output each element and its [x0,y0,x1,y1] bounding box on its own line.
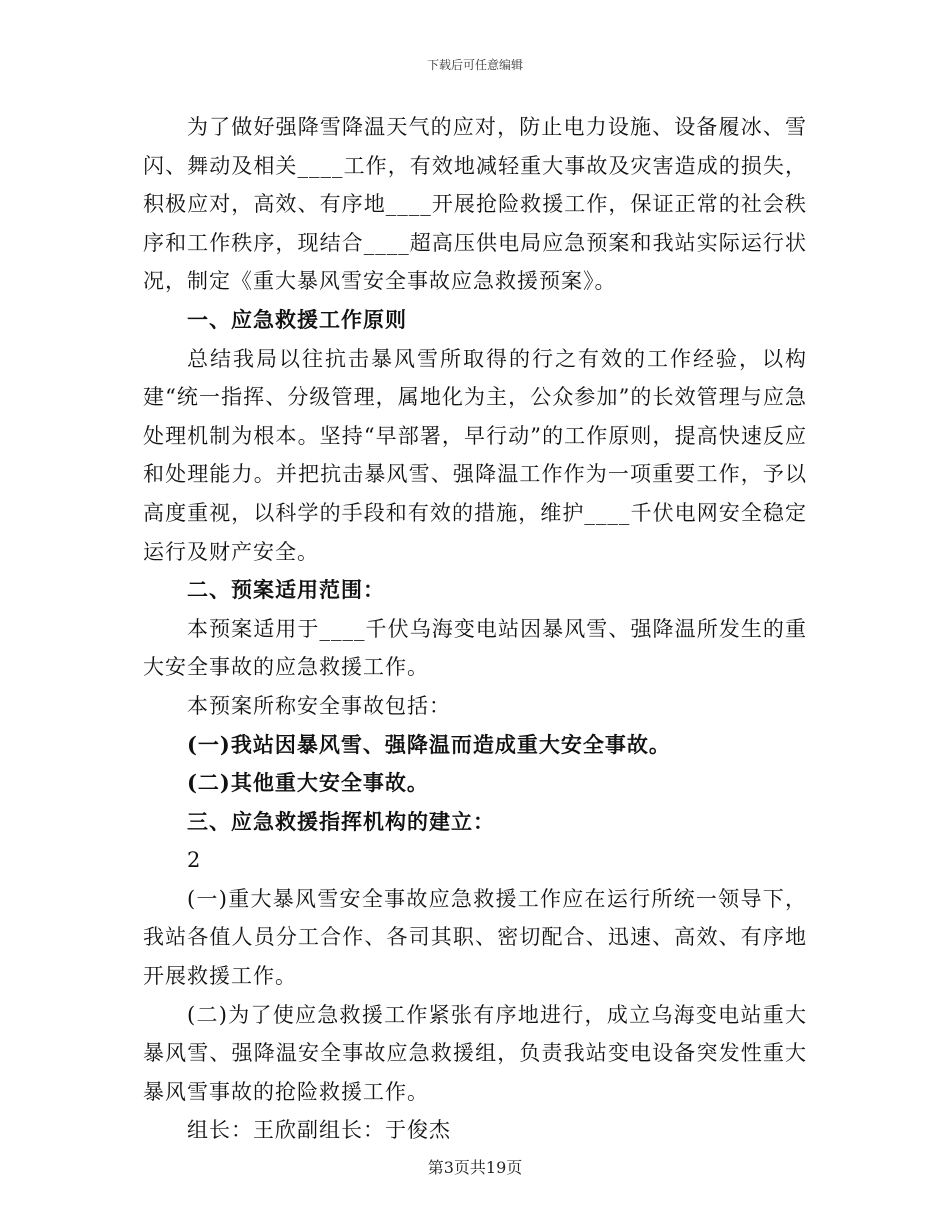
accident-list-intro: 本预案所称安全事故包括： [187,693,451,718]
team-leaders: 组长：王欣副组长：于俊杰 [187,1118,451,1143]
section-heading-1: 一、应急救援工作原则 [187,306,407,332]
page-footer: 第3页共19页 [427,1158,523,1177]
scope-paragraph: 本预案适用于____千伏乌海变电站因暴风雪、强降温所发生的重大安全事故的应急救援工作。 [143,616,807,680]
accident-item-2: (二)其他重大安全事故。 [187,770,429,796]
document-body [143,108,807,1150]
stray-number: 2 [187,848,202,873]
command-item-1: (一)重大暴风雪安全事故应急救援工作应在运行所统一领导下，我站各值人员分工合作、各司其职、密切配合、迅速、高效、有序地开展救援工作。 [143,886,807,989]
page-header: 下载后可任意编辑 [426,58,523,72]
command-item-2: (二)为了使应急救援工作紧张有序地进行，成立乌海变电站重大暴风雪、强降温安全事故应急救援组，负责我站变电设备突发性重大暴风雪事故的抢险救援工作。 [143,1002,807,1104]
section-heading-2: 二、预案适用范围： [187,577,385,603]
principle-paragraph: 总结我局以往抗击暴风雪所取得的行之有效的工作经验，以构建“统一指挥、分级管理，属地化为主，公众参加”的长效管理与应急处理机制为根本。坚持“早部署，早行动”的工作原则，提高快速反应和处理能力。并把抗击暴风雪、强降温工作作为一项重要工作，予以高度重视，以科学的手段和有效的措施，维护____千伏电网安全稳定运行及财产安全。 [143,346,807,564]
accident-item-1: (一)我站因暴风雪、强降温而造成重大安全事故。 [187,731,671,757]
intro-paragraph: 为了做好强降雪降温天气的应对，防止电力设施、设备履冰、雪闪、舞动及相关____工作，有效地减轻重大事故及灾害造成的损失，积极应对，高效、有序地____开展抢险救援工作，保证正常的社会秩序和工作秩序，现结合____超高压供电局应急预案和我站实际运行状况，制定《重大暴风雪安全事故应急救援预案》。 [143,115,807,294]
section-heading-3: 三、应急救援指挥机构的建立： [187,808,495,834]
